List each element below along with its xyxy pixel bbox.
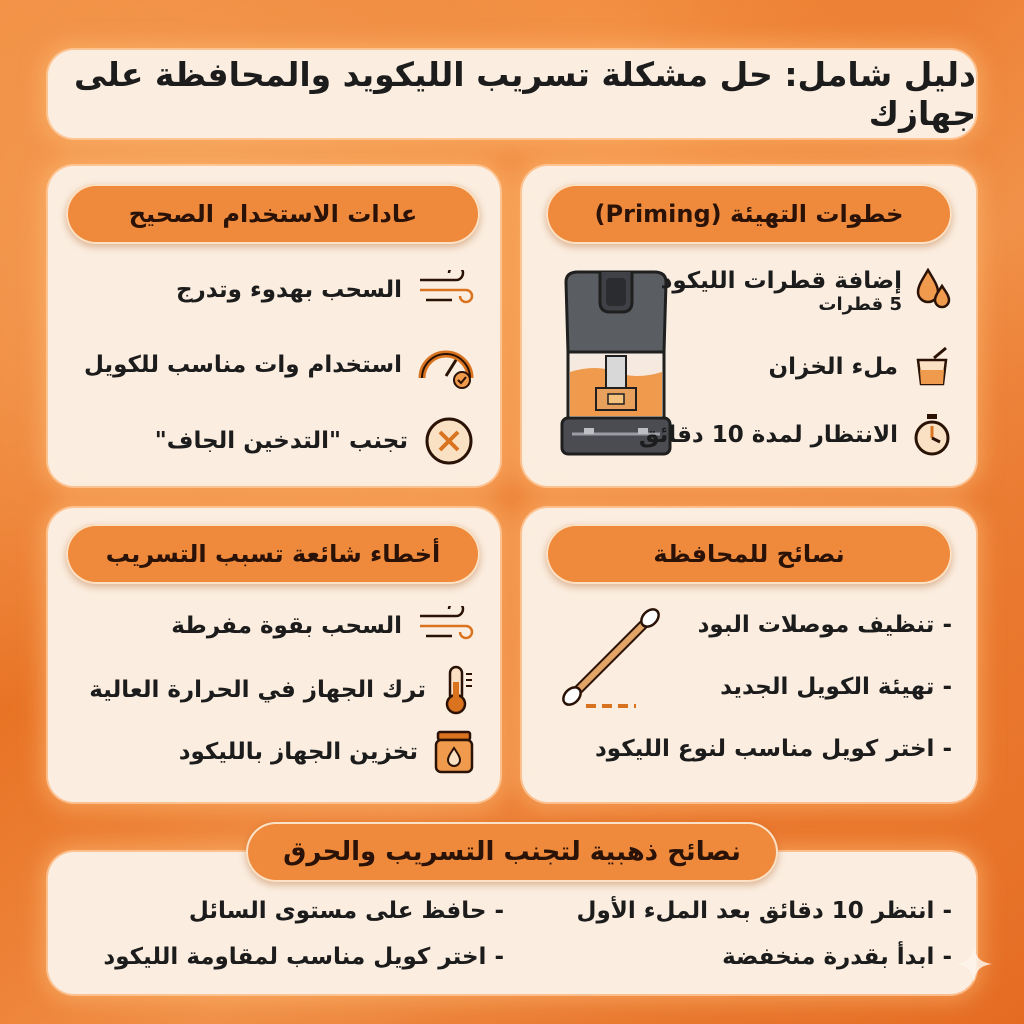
bullet-dash: - (934, 674, 952, 700)
maintenance-item (595, 736, 952, 762)
habits-item-label: استخدام وات مناسب للكويل (83, 352, 402, 378)
mistakes-item (89, 664, 476, 716)
sparkle-icon (954, 944, 994, 984)
mistakes-item-label: ترك الجهاز في الحرارة العالية (89, 677, 426, 703)
priming-item-wait (639, 412, 952, 458)
habits-item (155, 414, 476, 468)
mistakes-item-label: تخزين الجهاز بالليكود (178, 739, 418, 765)
priming-item-label: إضافة قطرات الليكود (660, 268, 902, 294)
priming-item-tank (769, 346, 952, 388)
golden-item-label: ابدأ بقدرة منخفضة (722, 944, 935, 970)
maintenance-item-label: تنظيف موصلات البود (697, 612, 935, 638)
priming-item-sub: 5 قطرات (818, 294, 902, 315)
mistakes-item-label: السحب بقوة مفرطة (171, 613, 402, 639)
airflow-icon (416, 270, 476, 310)
thermometer-icon (440, 664, 476, 716)
habits-item (176, 270, 476, 310)
cup-fill-icon (912, 346, 952, 388)
mistakes-heading: أخطاء شائعة تسبب التسريب (66, 524, 480, 584)
page-title: دليل شامل: حل مشكلة تسريب الليكويد والمحافظة على جهازك (73, 55, 976, 133)
title-card (48, 50, 976, 138)
mistakes-item (179, 728, 476, 776)
maintenance-item-label: تهيئة الكويل الجديد (720, 674, 935, 700)
bullet-dash: - (486, 898, 504, 924)
jar-icon (432, 728, 476, 776)
golden-item (722, 944, 952, 970)
priming-heading: خطوات التهيئة (Priming) (546, 184, 952, 244)
golden-item-label: اختر كويل مناسب لمقاومة الليكود (103, 944, 487, 970)
golden-item (576, 898, 952, 924)
mistakes-item (171, 606, 476, 646)
golden-item-label: انتظر 10 دقائق بعد الملء الأول (576, 898, 935, 924)
golden-item (189, 898, 504, 924)
priming-item-label: الانتظار لمدة 10 دقائق (638, 422, 898, 448)
x-circle-icon (422, 414, 476, 468)
maintenance-item-label: اختر كويل مناسب لنوع الليكود (595, 736, 935, 762)
bullet-dash: - (486, 944, 504, 970)
maintenance-item (720, 674, 952, 700)
bullet-dash: - (934, 612, 952, 638)
maintenance-item (698, 612, 952, 638)
maintenance-heading: نصائح للمحافظة (546, 524, 952, 584)
bullet-dash: - (934, 898, 952, 924)
habits-item (84, 338, 476, 392)
gauge-icon (416, 338, 476, 392)
golden-item (103, 944, 504, 970)
cotton-swab-illustration (556, 602, 666, 722)
drops-icon (916, 268, 952, 312)
stopwatch-icon (912, 412, 952, 458)
golden-heading: نصائح ذهبية لتجنب التسريب والحرق (246, 822, 778, 882)
bullet-dash: - (934, 736, 952, 762)
bullet-dash: - (934, 944, 952, 970)
habits-heading: عادات الاستخدام الصحيح (66, 184, 480, 244)
priming-item-label: ملء الخزان (768, 354, 898, 380)
habits-item-label: السحب بهدوء وتدرج (175, 277, 402, 303)
priming-item-drops (661, 268, 952, 315)
airflow-icon (416, 606, 476, 646)
habits-item-label: تجنب "التدخين الجاف" (154, 428, 408, 454)
golden-item-label: حافظ على مستوى السائل (188, 898, 487, 924)
